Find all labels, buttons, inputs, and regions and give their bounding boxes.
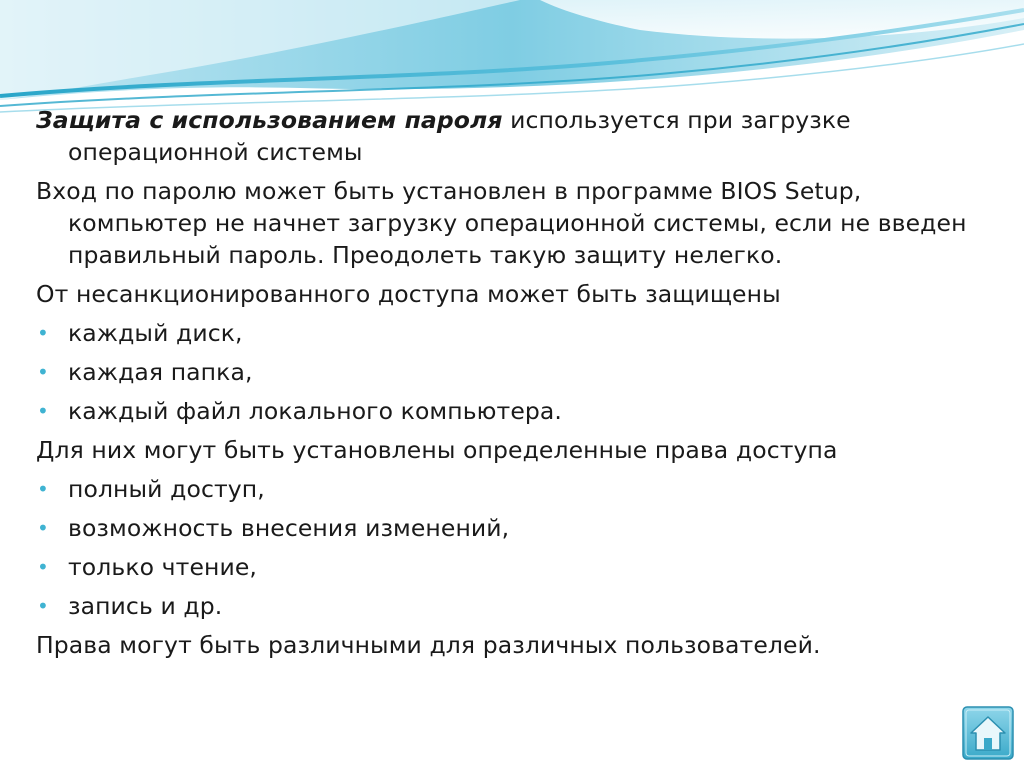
list-item-read-only-text: только чтение, [68, 553, 257, 581]
home-button[interactable] [962, 706, 1014, 760]
list-item-full-access-text: полный доступ, [68, 475, 265, 503]
emphasis-password-protection: Защита с использованием пароля [36, 106, 503, 134]
bullet-icon: • [37, 516, 49, 540]
list-item-disk-text: каждый диск, [68, 319, 243, 347]
list-item-full-access [36, 473, 996, 505]
list-item-file [36, 395, 996, 427]
bullet-icon: • [37, 555, 49, 579]
paragraph-password-protection [36, 104, 996, 168]
bullet-icon: • [37, 594, 49, 618]
list-item-write-text: запись и др. [68, 592, 223, 620]
slide-body [36, 104, 996, 668]
bullet-icon: • [37, 477, 49, 501]
paragraph-bios-setup: Вход по паролю может быть установлен в программе BIOS Setup, компьютер не начнет загрузку операционной системы, если не введен правильный пароль. Преодолеть такую защиту нелегко. [36, 177, 967, 269]
list-item-write [36, 590, 996, 622]
list-item-folder-text: каждая папка, [68, 358, 253, 386]
bullet-icon: • [37, 360, 49, 384]
bullet-icon: • [37, 321, 49, 345]
bullet-icon: • [37, 399, 49, 423]
list-item-read-only [36, 551, 996, 583]
paragraph-user-rights: Права могут быть различными для различных пользователей. [36, 631, 821, 659]
list-item-folder [36, 356, 996, 388]
paragraph-unauthorized-access: От несанкционированного доступа может быть защищены [36, 280, 781, 308]
list-item-modify [36, 512, 996, 544]
home-icon [962, 706, 1014, 760]
wave-header-decoration [0, 0, 1024, 120]
list-item-disk [36, 317, 996, 349]
paragraph-access-rights: Для них могут быть установлены определенные права доступа [36, 436, 838, 464]
list-item-file-text: каждый файл локального компьютера. [68, 397, 562, 425]
list-item-modify-text: возможность внесения изменений, [68, 514, 510, 542]
paragraph-password-protection-rest: используется при загрузке операционной системы [68, 106, 851, 166]
